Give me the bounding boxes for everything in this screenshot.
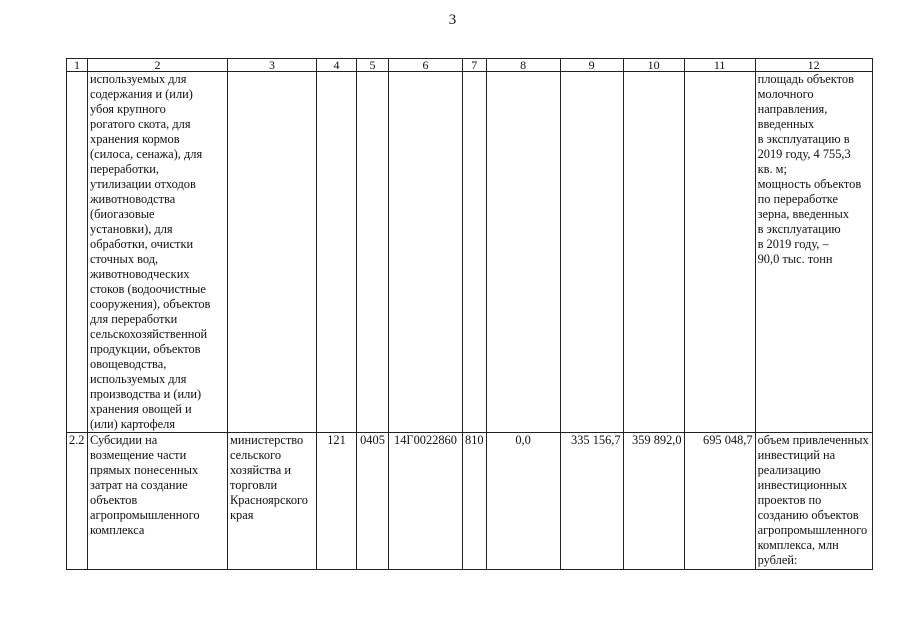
col-header-12: 12 [755,59,872,72]
cell-col5: 0405 [357,433,389,570]
cell-col6: 14Г0022860 [389,433,463,570]
table-row [67,433,873,570]
budget-table [66,58,873,570]
cell-col7 [463,72,487,433]
col-header-8: 8 [486,59,560,72]
cell-col10 [623,72,684,433]
cell-executor: министерство сельского хозяйства и торговли Красноярского края [228,433,317,570]
cell-description: Субсидии на возмещение части прямых понесенных затрат на создание объектов агропромышленного комплекса [88,433,228,570]
cell-col6 [389,72,463,433]
cell-col4 [317,72,357,433]
col-header-6: 6 [389,59,463,72]
cell-col9: 335 156,7 [560,433,623,570]
col-header-11: 11 [684,59,755,72]
col-header-9: 9 [560,59,623,72]
cell-number [67,72,88,433]
cell-description: используемых для содержания и (или) убоя крупного рогатого скота, для хранения кормов (силоса, сенажа), для переработки, утилизации отходов животноводства (биогазовые установки), для обработки, очистки сточных вод, животноводческих стоков (водоочистные сооружения), объектов для переработки сельскохозяйственной продукции, объектов овощеводства, используемых для производства и (или) хранения овощей и (или) картофеля [88,72,228,433]
cell-result: объем привлеченных инвестиций на реализацию инвестиционных проектов по созданию объектов агропромышленного комплекса, млн рублей: [755,433,872,570]
col-header-1: 1 [67,59,88,72]
cell-executor [228,72,317,433]
col-header-7: 7 [463,59,487,72]
cell-number: 2.2 [67,433,88,570]
cell-col11 [684,72,755,433]
cell-col8: 0,0 [486,433,560,570]
col-header-5: 5 [357,59,389,72]
cell-col7: 810 [463,433,487,570]
col-header-4: 4 [317,59,357,72]
page-number: 3 [448,12,457,28]
cell-col5 [357,72,389,433]
cell-col10: 359 892,0 [623,433,684,570]
col-header-3: 3 [228,59,317,72]
cell-col4: 121 [317,433,357,570]
col-header-2: 2 [88,59,228,72]
col-header-10: 10 [623,59,684,72]
table-row [67,72,873,433]
cell-col8 [486,72,560,433]
cell-col11: 695 048,7 [684,433,755,570]
column-number-row [67,59,873,72]
cell-result: площадь объектов молочного направления, введенных в эксплуатацию в 2019 году, 4 755,3 кв. м; мощность объектов по переработке зерна, введенных в эксплуатацию в 2019 году, – 90,0 тыс. тонн [755,72,872,433]
cell-col9 [560,72,623,433]
